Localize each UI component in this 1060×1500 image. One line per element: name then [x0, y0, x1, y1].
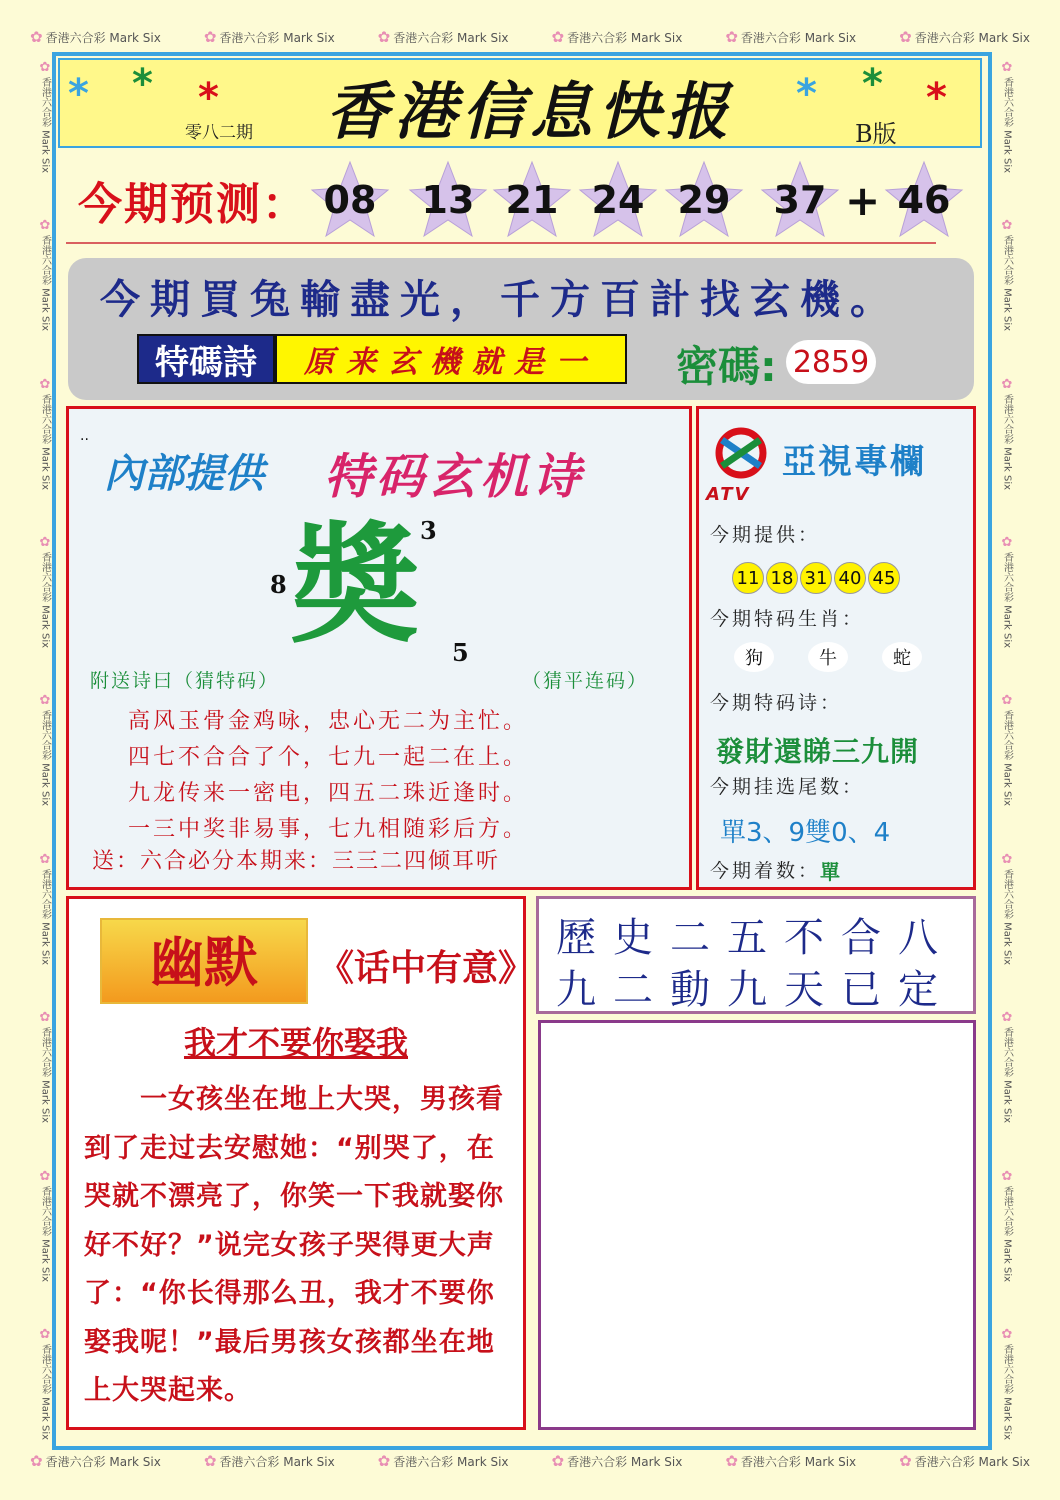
flower-icon: ✿	[551, 1452, 565, 1470]
watermark-text: 香港六合彩 Mark Six	[39, 1343, 51, 1440]
watermark-text: 香港六合彩 Mark Six	[45, 1454, 161, 1469]
password-value: 2859	[786, 340, 876, 384]
flower-icon: ✿	[37, 693, 53, 709]
watermark-item	[204, 1452, 335, 1470]
dots: ..	[80, 428, 89, 444]
watermark-text: 香港六合彩 Mark Six	[39, 393, 51, 490]
verse-line: 高风玉骨金鸡咏，忠心无二为主忙。	[128, 709, 529, 734]
number-ball: 45	[868, 562, 900, 594]
watermark-item	[1000, 852, 1015, 965]
watermark-item	[1000, 1169, 1015, 1282]
watermark-text: 香港六合彩 Mark Six	[1001, 1185, 1013, 1282]
watermark-text: 香港六合彩 Mark Six	[39, 552, 51, 649]
edition-label: B版	[855, 120, 897, 148]
flower-icon: ✿	[551, 28, 565, 46]
watermark-item	[725, 1452, 856, 1470]
humor-badge: 幽默	[150, 931, 258, 994]
flower-icon: ✿	[37, 1010, 53, 1026]
watermark-text: 香港六合彩 Mark Six	[914, 1454, 1030, 1469]
watermark-text: 香港六合彩 Mark Six	[740, 1454, 857, 1469]
flower-icon: ✿	[899, 1452, 912, 1470]
decor-asterisk-icon: *	[862, 61, 883, 107]
flower-icon: ✿	[37, 60, 53, 75]
decor-asterisk-icon: *	[132, 61, 153, 107]
flower-icon: ✿	[999, 693, 1015, 709]
issue-number: 零八二期	[185, 123, 253, 143]
watermark-text: 香港六合彩 Mark Six	[1001, 710, 1013, 807]
watermark-text: 香港六合彩 Mark Six	[1001, 868, 1013, 965]
flower-icon: ✿	[37, 376, 53, 392]
tail-label: 今期挂选尾数：	[710, 776, 865, 798]
decor-asterisk-icon: *	[926, 75, 947, 121]
watermark-item	[38, 693, 53, 806]
verse-line: 九龙传来一密电，四五二珠近逢时。	[128, 781, 529, 806]
poem-text: 原来玄機就是一	[275, 334, 627, 384]
prediction-number: 08	[310, 160, 390, 240]
flower-icon: ✿	[37, 1168, 53, 1184]
special-number: 46	[884, 160, 964, 240]
watermark-item	[38, 1169, 53, 1282]
flower-icon: ✿	[37, 1326, 53, 1342]
riddle-digit-top: 3	[420, 516, 437, 545]
watermark-text: 香港六合彩 Mark Six	[1001, 393, 1013, 490]
watermark-item	[1000, 1327, 1015, 1440]
history-line: 九二動九天已定	[556, 967, 955, 1013]
odd-label: 今期着数：	[710, 860, 821, 882]
watermark-item	[551, 28, 682, 46]
watermark-item	[899, 28, 1030, 46]
story-text: 一女孩坐在地上大哭，男孩看到了走过去安慰她：“别哭了，在哭就不漂亮了，你笑一下我就娶你好不好？”说完女孩子哭得更大声了：“你长得那么丑，我才不要你娶我呢！”最后男孩女孩都坐在地上大哭起来。	[84, 1084, 504, 1406]
flower-icon: ✿	[999, 60, 1015, 75]
watermark-item	[378, 28, 509, 46]
flower-icon: ✿	[37, 851, 53, 867]
number-ball: 40	[834, 562, 866, 594]
watermark-item	[1000, 218, 1015, 331]
watermark-item	[38, 1327, 53, 1440]
slogan-text: 今期買兔輸盡光，千方百計找玄機。	[100, 277, 900, 323]
number-ball: 31	[800, 562, 832, 594]
poem-heading: 特码玄机诗	[324, 449, 585, 505]
watermark-item	[1000, 377, 1015, 490]
password-label: 密碼:	[676, 342, 777, 391]
watermark-text: 香港六合彩 Mark Six	[393, 30, 509, 45]
internal-heading: 內部提供	[104, 451, 264, 497]
zodiac-item: 狗	[734, 642, 774, 672]
watermark-item	[30, 1452, 161, 1470]
watermark-text: 香港六合彩 Mark Six	[1001, 235, 1013, 332]
watermark-text: 香港六合彩 Mark Six	[740, 30, 857, 45]
watermark-text: 香港六合彩 Mark Six	[39, 1027, 51, 1124]
watermark-item	[30, 28, 161, 46]
atv-logo-icon	[710, 422, 772, 484]
watermark-item	[1000, 693, 1015, 806]
odd-value: 單	[820, 860, 840, 884]
divider	[66, 242, 936, 244]
poem-tag: 特碼詩	[137, 334, 275, 384]
flower-icon: ✿	[999, 851, 1015, 867]
flower-icon: ✿	[30, 28, 43, 46]
flower-icon: ✿	[999, 1168, 1015, 1184]
watermark-text: 香港六合彩 Mark Six	[39, 77, 51, 174]
decor-asterisk-icon: *	[198, 75, 219, 121]
watermark-item	[38, 535, 53, 648]
watermark-text: 香港六合彩 Mark Six	[39, 1185, 51, 1282]
watermark-right	[996, 60, 1018, 1440]
prediction-label: 今期预测：	[78, 179, 308, 230]
flower-icon: ✿	[725, 1452, 738, 1470]
watermark-item	[725, 28, 856, 46]
humor-subtitle: 《话中有意》	[318, 948, 535, 989]
provide-label: 今期提供：	[710, 524, 821, 546]
watermark-text: 香港六合彩 Mark Six	[45, 30, 161, 45]
watermark-item	[38, 218, 53, 331]
zodiac-item: 牛	[808, 642, 848, 672]
watermark-top	[30, 26, 1030, 48]
watermark-item	[1000, 60, 1015, 173]
decor-asterisk-icon: *	[68, 71, 89, 117]
watermark-item	[551, 1452, 682, 1470]
flower-icon: ✿	[999, 1326, 1015, 1342]
number-ball: 11	[732, 562, 764, 594]
story-title: 我才不要你娶我	[183, 1024, 408, 1062]
flower-icon: ✿	[899, 28, 912, 46]
guess-special-label: 附送诗曰（猜特码）	[90, 670, 280, 692]
guess-flat-label: （猜平连码）	[522, 670, 649, 692]
flower-icon: ✿	[377, 28, 391, 46]
flower-icon: ✿	[377, 1452, 391, 1470]
watermark-text: 香港六合彩 Mark Six	[1001, 77, 1013, 174]
watermark-text: 香港六合彩 Mark Six	[567, 30, 683, 45]
watermark-text: 香港六合彩 Mark Six	[39, 710, 51, 807]
flower-icon: ✿	[203, 28, 217, 46]
watermark-text: 香港六合彩 Mark Six	[39, 868, 51, 965]
number-ball: 18	[766, 562, 798, 594]
watermark-text: 香港六合彩 Mark Six	[914, 30, 1030, 45]
watermark-item	[38, 60, 53, 173]
flower-icon: ✿	[999, 218, 1015, 234]
watermark-bottom	[30, 1450, 1030, 1472]
riddle-digit-bottom: 5	[452, 638, 469, 667]
watermark-item	[38, 1010, 53, 1123]
flower-icon: ✿	[999, 535, 1015, 551]
plus-sign: +	[845, 176, 881, 225]
flower-icon: ✿	[725, 28, 738, 46]
watermark-text: 香港六合彩 Mark Six	[1001, 1027, 1013, 1124]
flower-icon: ✿	[999, 376, 1015, 392]
flower-icon: ✿	[30, 1452, 43, 1470]
riddle-character: 奬	[290, 509, 421, 661]
prediction-number: 37	[760, 160, 840, 240]
watermark-text: 香港六合彩 Mark Six	[393, 1454, 509, 1469]
prediction-number: 13	[408, 160, 488, 240]
watermark-item	[378, 1452, 509, 1470]
prediction-number: 24	[578, 160, 658, 240]
watermark-item	[204, 28, 335, 46]
watermark-text: 香港六合彩 Mark Six	[219, 1454, 335, 1469]
zodiac-label: 今期特码生肖：	[710, 608, 865, 630]
watermark-item	[38, 852, 53, 965]
riddle-digit-left: 8	[270, 570, 287, 599]
verse-line: 四七不合合了个，七九一起二在上。	[128, 745, 529, 770]
watermark-text: 香港六合彩 Mark Six	[39, 235, 51, 332]
verse-line: 一三中奖非易事，七九相随彩后方。	[128, 817, 529, 842]
atv-poem-label: 今期特码诗：	[710, 692, 843, 714]
atv-poem: 發財還睇三九開	[716, 735, 920, 768]
blank-panel	[538, 1020, 976, 1430]
history-line: 歷史二五不合八	[556, 915, 955, 961]
prediction-number: 21	[492, 160, 572, 240]
watermark-item	[899, 1452, 1030, 1470]
atv-brand: ATV	[706, 484, 751, 505]
watermark-item	[1000, 1010, 1015, 1123]
page-title: 香港信息快报	[325, 75, 734, 148]
prediction-number: 29	[664, 160, 744, 240]
atv-title: 亞視專欄	[782, 442, 926, 482]
decor-asterisk-icon: *	[796, 71, 817, 117]
zodiac-item: 蛇	[882, 642, 922, 672]
watermark-text: 香港六合彩 Mark Six	[567, 1454, 683, 1469]
watermark-item	[1000, 535, 1015, 648]
flower-icon: ✿	[37, 218, 53, 234]
watermark-text: 香港六合彩 Mark Six	[1001, 552, 1013, 649]
verse-closing: 送：六合必分本期来：三三二四倾耳听	[92, 849, 501, 874]
flower-icon: ✿	[999, 1010, 1015, 1026]
watermark-item	[38, 377, 53, 490]
flower-icon: ✿	[37, 535, 53, 551]
tail-value: 單3、9雙0、4	[720, 818, 891, 848]
watermark-text: 香港六合彩 Mark Six	[1001, 1343, 1013, 1440]
watermark-text: 香港六合彩 Mark Six	[219, 30, 335, 45]
flower-icon: ✿	[203, 1452, 217, 1470]
